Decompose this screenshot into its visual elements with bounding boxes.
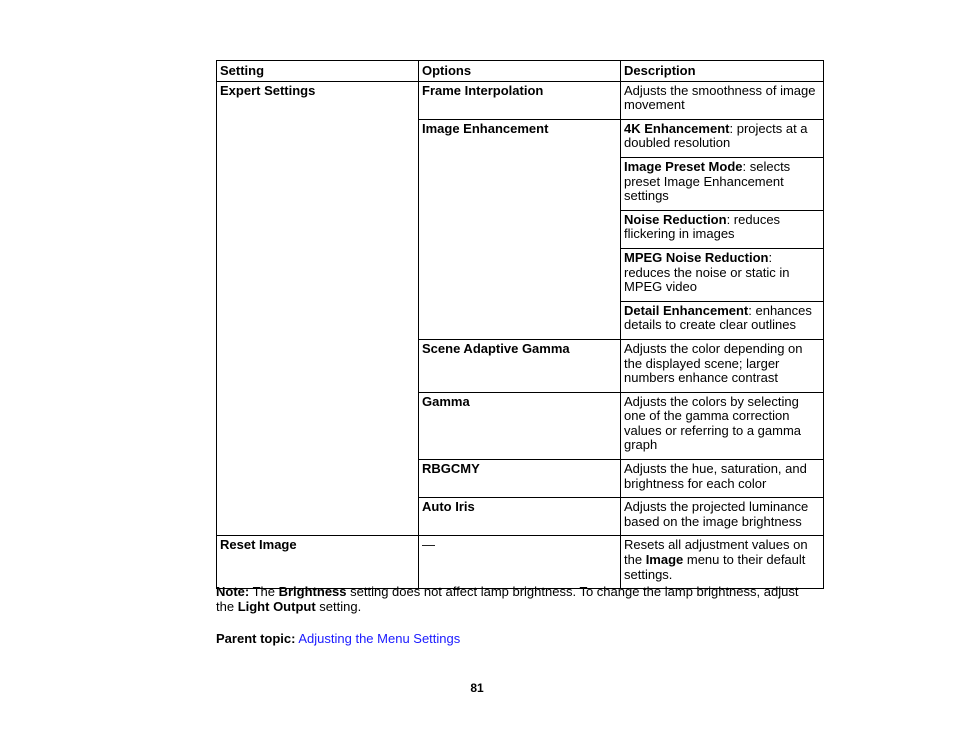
term-description: : enhances details to create clear outlines [624,302,812,333]
column-header-description: Description [621,61,824,82]
option-cell: Auto Iris [419,498,621,536]
description-cell: Adjusts the smoothness of image movement [621,81,824,119]
note-paragraph [216,585,816,614]
note-text: setting does not affect lamp brightness. To change the lamp brightness, adjust the [216,584,799,614]
option-cell: Frame Interpolation [419,81,621,119]
description-cell [621,157,824,210]
term-description: : reduces the noise or static in MPEG video [624,249,790,295]
settings-table [216,60,824,589]
setting-cell-reset: Reset Image [217,536,419,589]
column-header-setting: Setting [217,61,419,82]
term: Noise Reduction [624,211,727,227]
description-cell [621,536,824,589]
description-text: menu to their default settings. [624,552,806,582]
menu-name: Image [645,552,684,568]
table-header-row [217,61,824,82]
table-row [217,81,824,119]
column-header-options: Options [419,61,621,82]
note-term-light-output: Light Output [237,598,316,614]
note-text: The [249,584,279,599]
term: Image Preset Mode [624,158,743,174]
table-row [217,536,824,589]
description-cell [621,301,824,339]
term: MPEG Noise Reduction [624,249,769,265]
term-description: : reduces flickering in images [624,211,781,242]
note-label: Note: [216,584,250,599]
page-number: 81 [470,681,484,695]
description-cell: Adjusts the projected luminance based on the image brightness [621,498,824,536]
note-term-brightness: Brightness [278,584,347,599]
description-cell [621,210,824,248]
parent-topic-link[interactable]: Adjusting the Menu Settings [298,631,461,646]
description-cell [621,248,824,301]
note-text: setting. [315,598,362,614]
setting-cell-expert: Expert Settings [217,81,419,536]
parent-topic-label: Parent topic: [216,631,296,646]
option-cell: Gamma [419,392,621,459]
term-description: : projects at a doubled resolution [624,120,808,151]
option-cell: Image Enhancement [419,119,621,339]
description-cell: Adjusts the colors by selecting one of the gamma correction values or referring to a gamma graph [621,392,824,459]
description-cell: Adjusts the color depending on the displayed scene; larger numbers enhance contrast [621,339,824,392]
option-cell: Scene Adaptive Gamma [419,339,621,392]
description-cell: Adjusts the hue, saturation, and brightness for each color [621,460,824,498]
description-text: Resets all adjustment values on the [624,537,808,568]
option-cell: — [419,536,621,589]
term-description: : selects preset Image Enhancement settings [624,158,791,204]
description-cell [621,119,824,157]
parent-topic [216,631,460,646]
term: 4K Enhancement [624,120,730,136]
term: Detail Enhancement [624,302,749,318]
option-cell: RBGCMY [419,460,621,498]
